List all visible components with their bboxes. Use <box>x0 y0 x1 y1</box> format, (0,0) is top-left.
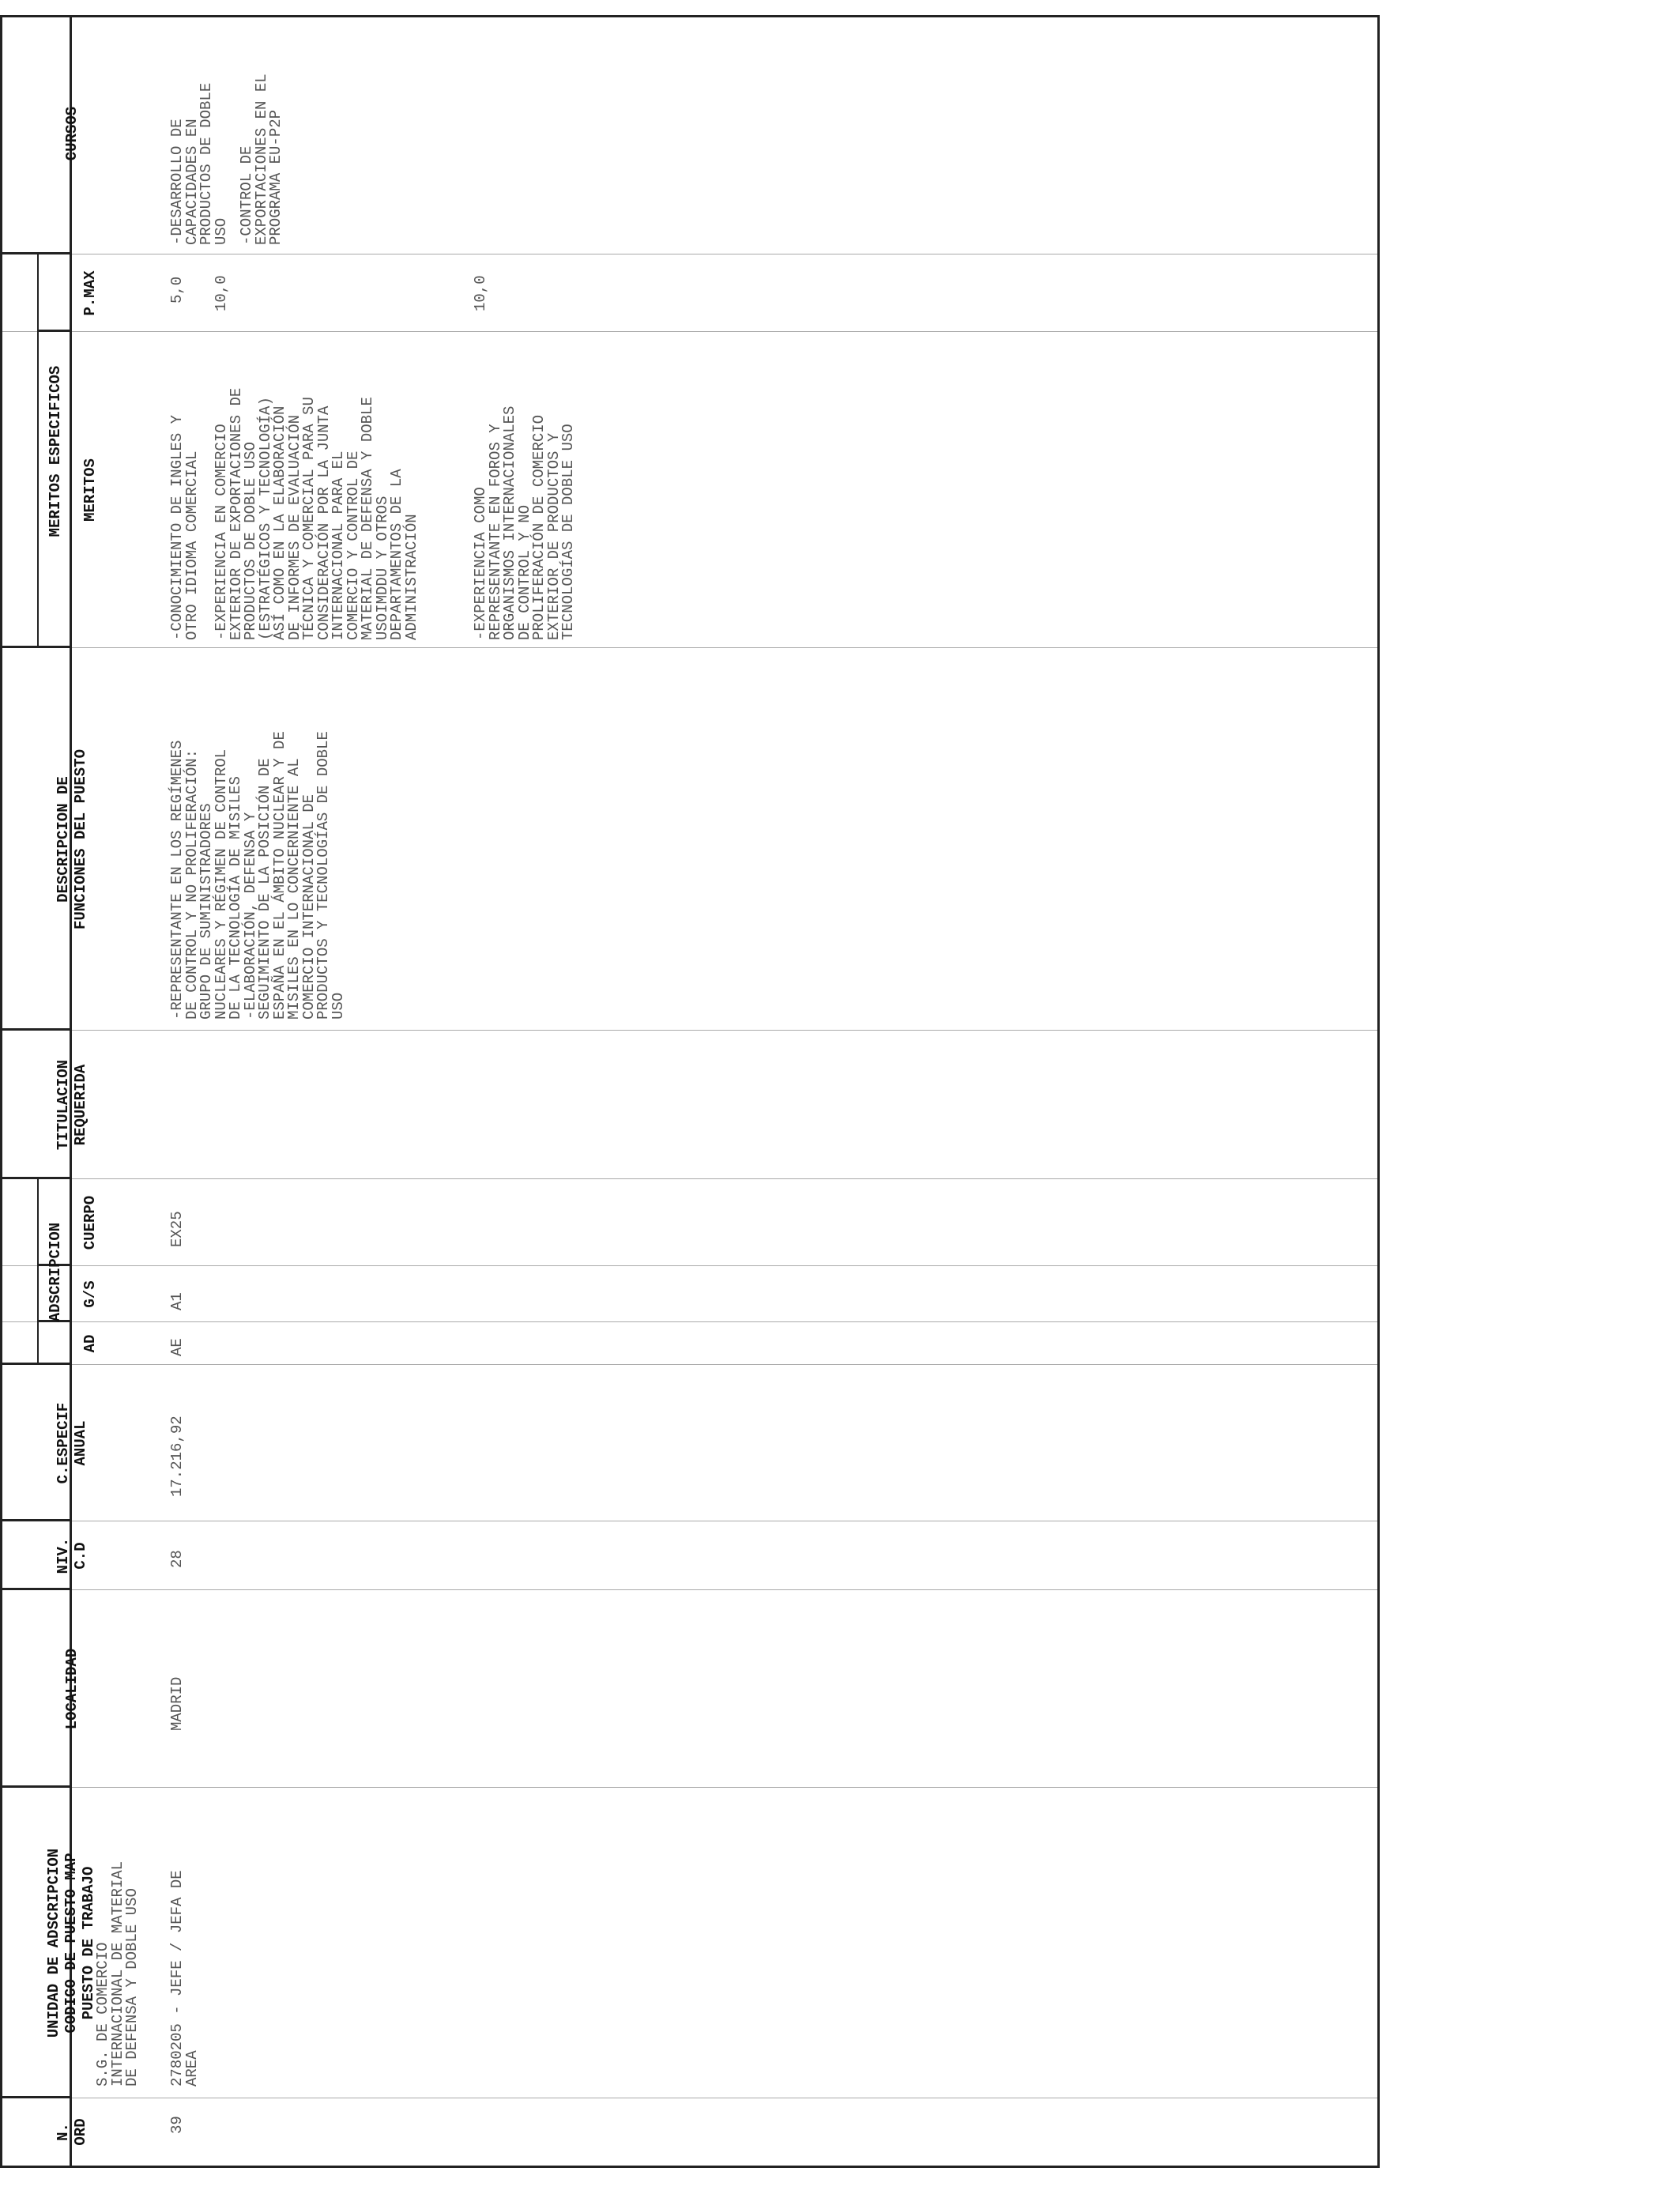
header-pmax: P.MAX <box>81 270 99 316</box>
merito-1: -CONOCIMIENTO DE INGLES Y OTRO IDIOMA COMERCIAL <box>168 414 201 640</box>
header-adscripcion: ADSCRIPCION <box>47 1222 64 1322</box>
row-puesto: 2780205 - JEFE / JEFA DE AREA <box>168 1870 201 2087</box>
header-unidad: UNIDAD DE ADSCRIPCION CODIGO DE PUESTO MAP PUESTO DE TRABAJO <box>45 1848 97 2038</box>
header-cuerpo: CUERPO <box>81 1195 99 1250</box>
header-localidad: LOCALIDAD <box>63 1648 81 1730</box>
header-c-especif: C.ESPECIF ANUAL <box>55 1402 89 1484</box>
row-ad: AE <box>168 1338 186 1356</box>
merito-1-pmax: 5,0 <box>168 276 186 303</box>
row-niv: 28 <box>168 1550 186 1568</box>
header-ad: AD <box>81 1334 99 1353</box>
row-cuerpo: EX25 <box>168 1211 186 1247</box>
header-gs: G/S <box>81 1280 99 1308</box>
row-localidad: MADRID <box>168 1676 186 1731</box>
merito-3: -EXPERIENCIA COMO REPRESENTANTE EN FOROS Y ORGANISMOS INTERNACIONALES DE CONTROL Y NO PROLIFERACIÓN DE COMERCIO EXTERIOR DE PRODUCTOS Y TECNOLOGÍAS DE DOBLE USO <box>472 405 577 640</box>
header-meritos-especificos: MERITOS ESPECIFICOS <box>47 365 64 537</box>
header-descripcion: DESCRIPCION DE FUNCIONES DEL PUESTO <box>55 748 89 930</box>
curso-2: -CONTROL DE EXPORTACIONES EN EL PROGRAMA EU-P2P <box>238 74 284 245</box>
row-descripcion: -REPRESENTANTE EN LOS REGÍMENES DE CONTROL Y NO PROLIFERACIÓN: GRUPO DE SUMINISTRADORES NUCLEARES Y RÉGIMEN DE CONTROL DE LA TECNOLOGÍA DE MISILES -ELABORACIÓN, DEFENSA Y SEGUIMIENTO DE LA POSICIÓN DE ESPAÑA EN EL ÁMBITO NUCLEAR Y DE MISILES EN LO CONCERNIENTE AL COMERCIO INTERNACIONAL DE PRODUCTOS Y TECNOLOGÍAS DE DOBLE USO <box>168 731 347 1020</box>
curso-1: -DESARROLLO DE CAPACIDADES EN PRODUCTOS DE DOBLE USO <box>168 82 230 245</box>
merito-2-pmax: 10,0 <box>213 275 230 311</box>
row-gs: A1 <box>168 1292 186 1310</box>
header-meritos: MERITOS <box>81 458 99 522</box>
unit-name: S.G. DE COMERCIO INTERNACIONAL DE MATERIAL DE DEFENSA Y DOBLE USO <box>94 1860 141 2087</box>
header-niv: NIV. C.D <box>55 1537 89 1574</box>
row-n-ord: 39 <box>168 2116 186 2134</box>
header-titulacion: TITULACION REQUERIDA <box>55 1059 89 1151</box>
header-n-ord: N. ORD <box>55 2118 89 2146</box>
row-c-especif: 17.216,92 <box>168 1416 186 1497</box>
header-cursos: CURSOS <box>63 106 81 161</box>
merito-2: -EXPERIENCIA EN COMERCIO EXTERIOR DE EXPORTACIONES DE PRODUCTOS DE DOBLE USO (ESTRATÉGICOS Y TECNOLOGÍA) ASÍ COMO EN LA ELABORACIÓN DE INFORMES DE EVALUACIÓN TÉCNICA Y COMERCIAL PARA SU CONSIDERACIÓN POR LA JUNTA INTERNACIONAL PARA EL COMERCIO Y CONTROL DE MATERIAL DE DEFENSA Y DOBLE USOIMDDU Y OTROS DEPARTAMENTOS DE LA ADMINISTRACIÓN <box>213 387 420 640</box>
personnel-table-sheet <box>0 15 1380 2168</box>
merito-3-pmax: 10,0 <box>472 275 489 311</box>
